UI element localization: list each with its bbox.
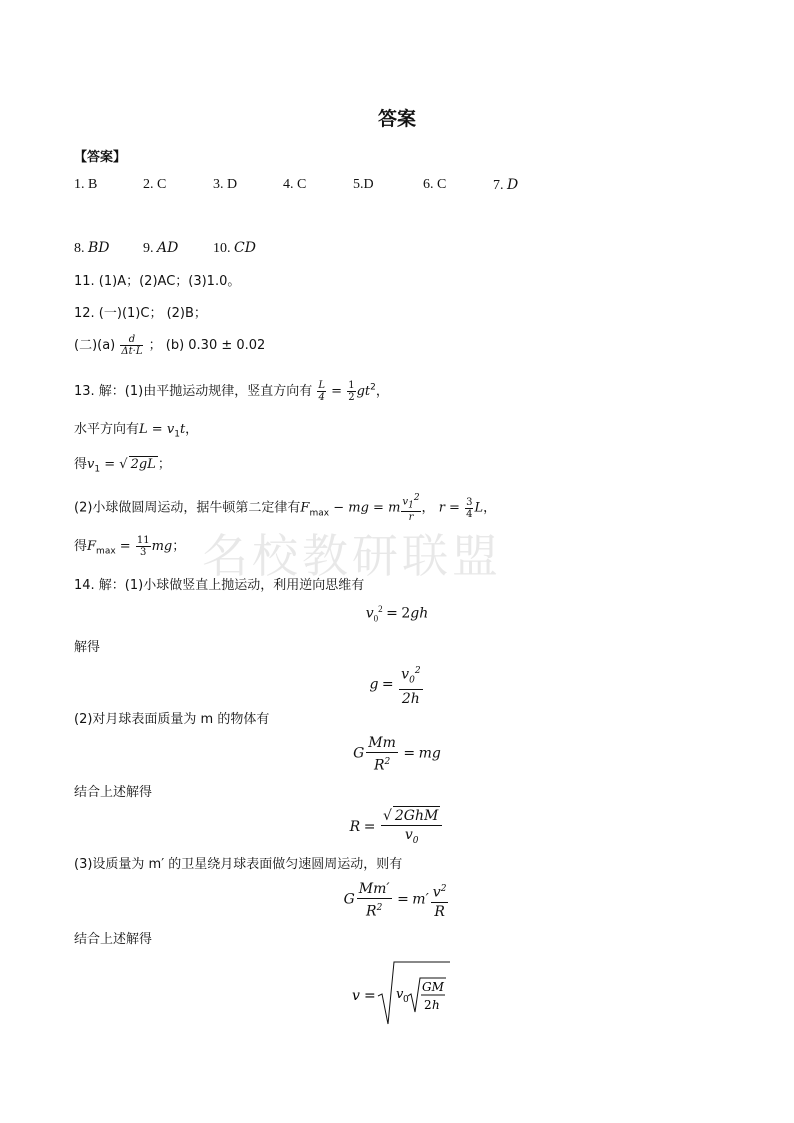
multi-9: 9. AD bbox=[143, 240, 179, 256]
mc-4: 4. C bbox=[283, 177, 307, 192]
mc-2: 2. C bbox=[143, 177, 167, 192]
q11: 11. (1)A；(2)AC；(3)1.0。 bbox=[74, 274, 241, 289]
mc-6: 6. C bbox=[423, 177, 447, 192]
multi-8: 8. BD bbox=[74, 240, 110, 256]
svg-text:v: v bbox=[352, 988, 360, 1004]
svg-text:GM: GM bbox=[422, 980, 444, 994]
formula-v0: $v_0^2 = 2gh$ bbox=[365, 604, 429, 624]
q13-line5: 得$F_{max}$ = $\frac{11}{3}$ mg； bbox=[74, 535, 186, 558]
formula-gravity: G $\frac{Mm}{R^2}$ = mg bbox=[353, 735, 441, 774]
svg-text:=: = bbox=[364, 988, 376, 1004]
q13-line2: 水平方向有$L = v_1t$， bbox=[74, 422, 199, 440]
svg-text:h: h bbox=[432, 998, 440, 1012]
mc-1: 1. B bbox=[74, 177, 98, 192]
watermark: 名校教研联盟 bbox=[202, 529, 502, 583]
formula-orbit: G $\frac{Mm'}{R^2}$ = m′ $\frac{v^2}{R}$ bbox=[343, 881, 447, 920]
jiede-2: 结合上述解得 bbox=[74, 785, 153, 800]
mc-3: 3. D bbox=[213, 177, 238, 192]
q12-part2: (二)(a) $\frac{d}{\Delta t\cdot L}$ ； (b) 0.30 ± 0.02 bbox=[74, 334, 266, 357]
q14-part3: (3)设质量为 m′ 的卫星绕月球表面做匀速圆周运动，则有 bbox=[74, 857, 403, 872]
svg-text:v: v bbox=[396, 987, 404, 1002]
q13-line1: 13. 解：(1)由平抛运动规律，竖直方向有 $\frac{L}{4}$ = $\frac{1}{2}$ $gt^2$， bbox=[74, 380, 389, 403]
formula-v bbox=[352, 958, 452, 1033]
formula-g: g = $\frac{v_0^2}{2h}$ bbox=[0, 662, 794, 708]
multi-10: 10. CD bbox=[213, 240, 256, 256]
svg-text:0: 0 bbox=[403, 995, 409, 1005]
q13-line4: (2)小球做圆周运动，据牛顿第二定律有$F_{max}$ − mg = m $\frac{v_1^2}{r}$ ， r = $\frac{3}{4}$ L， bbox=[74, 493, 497, 524]
svg-text:2: 2 bbox=[424, 998, 432, 1012]
q14-part2: (2)对月球表面质量为 m 的物体有 bbox=[74, 712, 270, 727]
q14-line1: 14. 解：(1)小球做竖直上抛运动，利用逆向思维有 bbox=[74, 578, 365, 593]
answer-label: 【答案】 bbox=[74, 150, 127, 165]
q13-line3: 得$v_1$ = √ 2gL ； bbox=[74, 457, 171, 475]
jiede-1: 解得 bbox=[74, 640, 101, 655]
mc-7: 7. D bbox=[493, 177, 519, 193]
page-title: 答案 bbox=[377, 108, 416, 130]
mc-5: 5.D bbox=[353, 177, 374, 192]
formula-R: R = $\frac{\text{√ 2GhM}}{v_0}$ bbox=[0, 806, 794, 850]
q12-part1: 12. (一)(1)C； (2)B； bbox=[74, 306, 207, 321]
jiede-3: 结合上述解得 bbox=[74, 932, 153, 947]
